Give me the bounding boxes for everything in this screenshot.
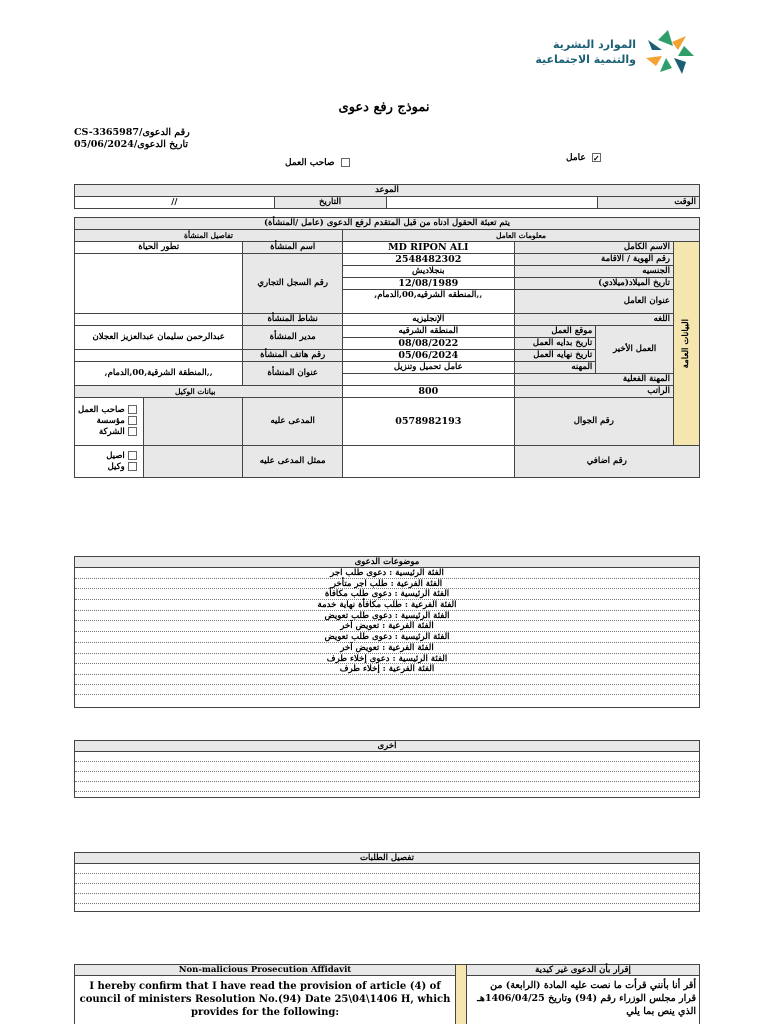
worker-language-value: الإنجليزيه: [343, 314, 515, 326]
affidavit-arabic-title: إقرار بأن الدعوى غير كيدية: [467, 965, 699, 976]
worker-address-label: عنوان العامل: [514, 290, 673, 314]
claim-date-label: تاريخ الدعوى/: [133, 139, 189, 150]
defendant-company-checkbox[interactable]: [128, 427, 137, 436]
form-title: نموذج رفع دعوى: [338, 100, 430, 115]
affidavit-english: [74, 964, 456, 1024]
worker-profession-value: عامل تحميل وتنزيل: [343, 362, 515, 374]
work-end-value: 05/06/2024: [343, 350, 515, 362]
appointment-table: [74, 184, 700, 209]
claim-subject-item: الفئة الرئيسية : دعوى طلب تعويض: [75, 611, 699, 622]
entity-section-title: تفاصيل المنشأة: [75, 230, 343, 242]
worker-section-title: معلومات العامل: [343, 230, 700, 242]
actual-profession-label: المهنة الفعلية: [514, 374, 673, 386]
defendant-label: المدعى عليه: [243, 398, 343, 446]
defendant-employer-label: صاحب العمل: [78, 405, 125, 415]
entity-phone-value: [75, 350, 243, 362]
appointment-date-label: التاريخ: [274, 197, 386, 209]
work-location-value: المنطقه الشرقيه: [343, 326, 515, 338]
worker-mobile-value: 0578982193: [343, 398, 515, 446]
side-label-text: البيانات العامة: [681, 318, 691, 369]
representative-label: ممثل المدعى عليه: [243, 446, 343, 478]
worker-id-label: رقم الهوية / الاقامة: [514, 254, 673, 266]
defendant-spacer: [143, 398, 243, 446]
claim-subject-item: الفئة الرئيسية : دعوى طلب مكافأة: [75, 589, 699, 600]
entity-manager-value: عبدالرحمن سليمان عبدالعزيز العجلان: [75, 326, 243, 350]
claim-subject-item: الفئة الفرعية : طلب اجر متأخر: [75, 579, 699, 590]
appointment-title: الموعد: [75, 185, 700, 197]
defendant-options: [75, 398, 144, 446]
defendant-employer-checkbox[interactable]: [128, 405, 137, 414]
worker-extra-number-value: [343, 446, 515, 478]
entity-address-value: ,,المنطقة الشرقية,00,الدمام,: [75, 362, 243, 386]
actual-profession-value: [343, 374, 515, 386]
claim-subject-item: الفئة الرئيسية : دعوى طلب اجر: [75, 568, 699, 579]
worker-dob-label: تاريخ الميلاد(ميلادي): [514, 278, 673, 290]
requests-line: [75, 874, 699, 884]
requests-line: [75, 864, 699, 874]
work-location-label: موقع العمل: [514, 326, 596, 338]
worker-name-value: MD RIPON ALI: [343, 242, 515, 254]
last-work-label: العمل الأخير: [596, 326, 674, 374]
entity-activity-value: [75, 314, 243, 326]
employer-checkbox[interactable]: [341, 158, 350, 167]
affidavit-arabic: [466, 964, 700, 1024]
claim-info: [74, 127, 190, 151]
work-start-label: تاريخ بدايه العمل: [514, 338, 596, 350]
representative-principal-checkbox[interactable]: [128, 451, 137, 460]
claim-subject-blank-row: [75, 675, 699, 685]
worker-checkbox[interactable]: ✓: [593, 153, 600, 163]
defendant-establishment-checkbox[interactable]: [128, 416, 137, 425]
worker-id-value: 2548482302: [343, 254, 515, 266]
worker-nationality-label: الجنسيه: [514, 266, 673, 278]
claim-subjects-section: [74, 556, 700, 708]
claim-number-label: رقم الدعوى/: [138, 127, 190, 138]
requests-detail-section: [74, 852, 700, 912]
claim-date-value: 05/06/2024: [74, 139, 134, 150]
appointment-time-label: الوقت: [598, 197, 700, 209]
other-line: [75, 782, 699, 792]
other-section: [74, 740, 700, 798]
claim-subject-item: الفئة الرئيسية : دعوى طلب تعويض: [75, 632, 699, 643]
entity-activity-label: نشاط المنشأة: [243, 314, 343, 326]
other-line: [75, 762, 699, 772]
other-line: [75, 772, 699, 782]
claim-date-row: [74, 139, 190, 151]
claim-number-row: [74, 127, 190, 139]
representative-option-agent[interactable]: [78, 462, 140, 473]
appointment-date-value: //: [75, 197, 275, 209]
entity-name-value: تطور الحياة: [75, 242, 243, 254]
entity-address-label: عنوان المنشأة: [243, 362, 343, 386]
worker-type-label: عامل: [566, 153, 586, 163]
work-end-label: تاريخ نهايه العمل: [514, 350, 596, 362]
defendant-establishment-label: مؤسسة: [96, 416, 125, 426]
defendant-company-label: الشركة: [98, 427, 125, 437]
requests-detail-title: تفصيل الطلبات: [75, 853, 699, 864]
instruction-text: يتم تعبئة الحقول ادناه من قبل المتقدم لرفع الدعوى (عامل /المنشأة): [75, 218, 700, 230]
worker-mobile-label: رقم الجوال: [514, 398, 673, 446]
representative-options: [75, 446, 144, 478]
representative-principal-label: اصيل: [106, 450, 125, 461]
entity-cr-value: [75, 254, 243, 314]
worker-salary-value: 800: [343, 386, 515, 398]
ministry-logo: [535, 28, 698, 78]
worker-name-label: الاسم الكامل: [514, 242, 673, 254]
requests-line: [75, 894, 699, 904]
claim-subject-item: الفئة الرئيسية : دعوى إخلاء طرف: [75, 654, 699, 665]
worker-nationality-value: بنجلاديش: [343, 266, 515, 278]
claim-subject-item: الفئة الفرعية : طلب مكافأة نهاية خدمة: [75, 600, 699, 611]
claim-subjects-title: موضوعات الدعوى: [75, 557, 699, 568]
requests-line: [75, 884, 699, 894]
general-data-side-label: [674, 242, 700, 446]
defendant-option-employer[interactable]: [78, 405, 140, 416]
claim-subject-list: [75, 568, 699, 695]
representative-agent-checkbox[interactable]: [128, 462, 137, 471]
defendant-option-establishment[interactable]: [78, 416, 140, 427]
affidavit-arabic-text: أقر أنا بأنني قرأت ما نصت عليه المادة (الرابعة) من قرار مجلس الوزراء رقم (94) وتاريخ 1406/04/25هـ الذي ينص بما يلي: [477, 980, 696, 1017]
org-name-line1: الموارد البشرية: [553, 38, 636, 51]
affidavit-english-title: Non-malicious Prosecution Affidavit: [75, 965, 455, 976]
representative-spacer: [143, 446, 243, 478]
org-name-line2: والتنمية الاجتماعية: [535, 53, 636, 66]
other-line: [75, 752, 699, 762]
other-section-title: اخرى: [75, 741, 699, 752]
employer-type-label: صاحب العمل: [285, 158, 335, 168]
entity-phone-label: رقم هاتف المنشأة: [243, 350, 343, 362]
entity-name-label: اسم المنشأة: [243, 242, 343, 254]
agent-section-title: بيانات الوكيل: [75, 386, 343, 398]
worker-profession-label: المهنه: [514, 362, 596, 374]
claimant-worker[interactable]: [566, 153, 604, 163]
entity-cr-label: رقم السجل التجاري: [243, 254, 343, 314]
claim-subject-item: الفئة الفرعية : إخلاء طرف: [75, 664, 699, 675]
worker-dob-value: 12/08/1989: [343, 278, 515, 290]
defendant-option-company[interactable]: [78, 427, 140, 438]
representative-agent-label: وكيل: [107, 461, 125, 472]
affidavit-divider: [456, 964, 466, 1024]
worker-language-label: اللغه: [514, 314, 673, 326]
claim-subject-item: الفئة الفرعية : تعويض آخر: [75, 643, 699, 654]
claim-subject-item: الفئة الفرعية : تعويض آخر: [75, 621, 699, 632]
claimant-employer[interactable]: [285, 158, 353, 168]
affidavit-english-text: I hereby confirm that I have read the provision of article (4) of council of ministers Resolution No.(94) Date 25\04\1406 H, which provides for the following:: [79, 981, 451, 1018]
claim-subject-blank-row: [75, 685, 699, 695]
claim-number-value: CS-3365987: [74, 127, 139, 138]
representative-option-principal[interactable]: [78, 451, 140, 462]
logo-star-icon: [638, 28, 698, 78]
worker-extra-number-label: رقم اضافي: [514, 446, 699, 478]
appointment-time-value: [386, 197, 598, 209]
entity-manager-label: مدير المنشأة: [243, 326, 343, 350]
work-start-value: 08/08/2022: [343, 338, 515, 350]
general-info-table: [74, 217, 700, 478]
worker-salary-label: الراتب: [514, 386, 673, 398]
worker-address-value: ,,المنطقه الشرقيه,00,الدمام,: [343, 290, 515, 314]
